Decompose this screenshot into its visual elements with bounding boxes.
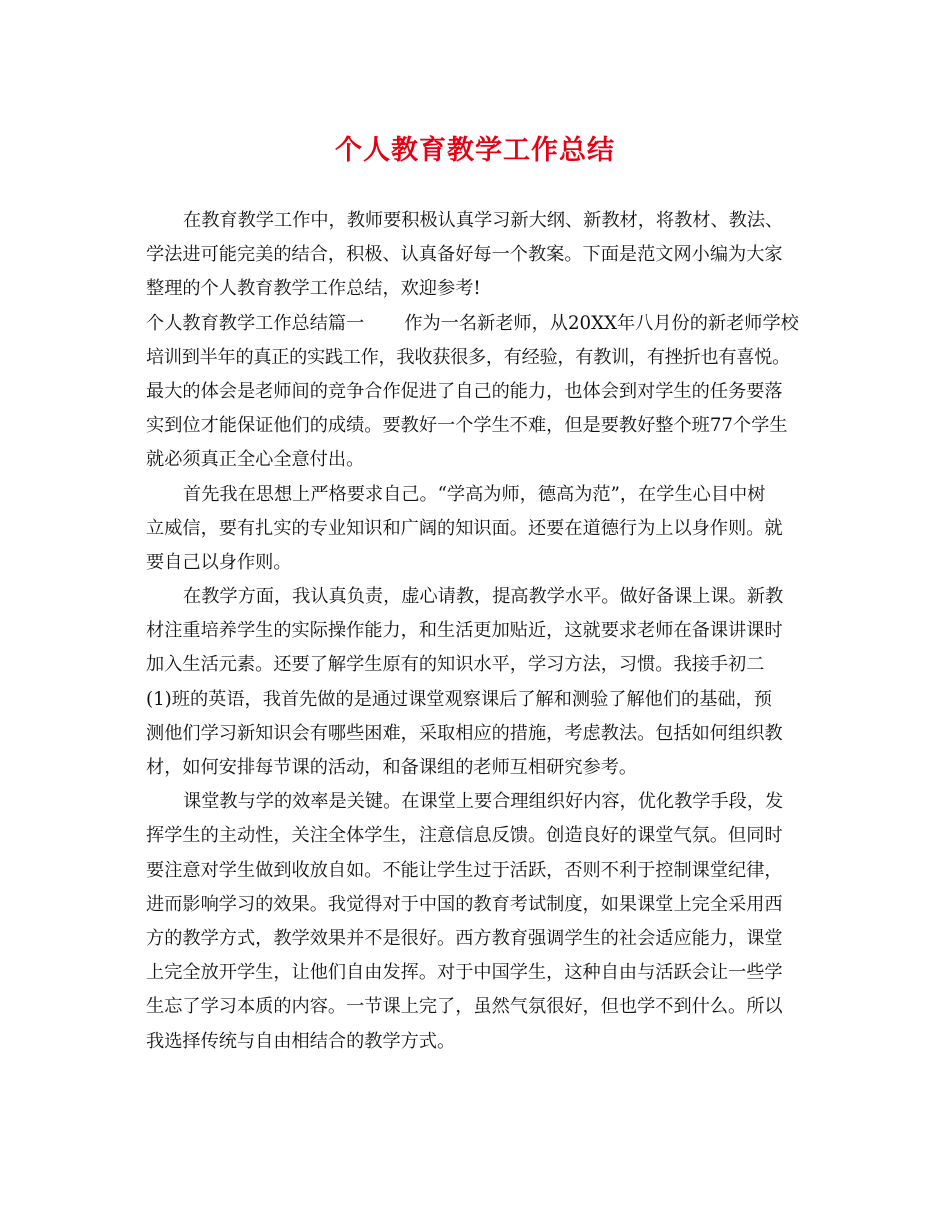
body-line: 要注意对学生做到收放自如。不能让学生过于活跃，否则不利于控制课堂纪律， (146, 859, 783, 881)
body-line: (1)班的英语，我首先做的是通过课堂观察课后了解和测验了解他们的基础，预 (146, 688, 772, 710)
body-line: 立威信，要有扎实的专业知识和广阔的知识面。还要在道德行为上以身作则。就 (146, 517, 783, 539)
body-line: 测他们学习新知识会有哪些困难，采取相应的措施，考虑教法。包括如何组织教 (146, 722, 783, 744)
section-heading: 个人教育教学工作总结篇一 (146, 312, 365, 334)
page-title: 个人教育教学工作总结 (335, 135, 615, 166)
body-line: 整理的个人教育教学工作总结，欢迎参考! (146, 278, 481, 300)
body-line: 课堂教与学的效率是关键。在课堂上要合理组织好内容，优化教学手段，发 (183, 791, 784, 813)
body-line: 首先我在思想上严格要求自己。“学高为师，德高为范”，在学生心目中树 (183, 483, 766, 505)
body-line: 在教学方面，我认真负责，虚心请教，提高教学水平。做好备课上课。新教 (183, 586, 784, 608)
body-line: 材注重培养学生的实际操作能力，和生活更加贴近，这就要求老师在备课讲课时 (146, 620, 783, 642)
body-line: 我选择传统与自由相结合的教学方式。 (146, 1030, 456, 1052)
body-line: 最大的体会是老师间的竞争合作促进了自己的能力，也体会到对学生的任务要落 (146, 380, 783, 402)
body-line: 材，如何安排每节课的活动，和备课组的老师互相研究参考。 (146, 757, 638, 778)
body-line: 生忘了学习本质的内容。一节课上完了，虽然气氛很好，但也学不到什么。所以 (146, 996, 783, 1018)
body-line: 挥学生的主动性，关注全体学生，注意信息反馈。创造良好的课堂气氛。但同时 (146, 825, 783, 847)
document-body (146, 204, 810, 1059)
body-line: 培训到半年的真正的实践工作，我收获很多，有经验，有教训，有挫折也有喜悦。 (146, 346, 790, 368)
body-line: 上完全放开学生，让他们自由发挥。对于中国学生，这种自由与活跃会让一些学 (146, 962, 783, 984)
body-line: 就必须真正全心全意付出。 (146, 449, 365, 471)
body-line: 实到位才能保证他们的成绩。要教好一个学生不难，但是要教好整个班77个学生 (146, 415, 788, 437)
body-line: 方的教学方式，教学效果并不是很好。西方教育强调学生的社会适应能力，课堂 (146, 927, 783, 949)
body-line: 在教育教学工作中，教师要积极认真学习新大纲、新教材，将教材、教法、 (183, 210, 784, 231)
body-line: 学法进可能完美的结合，积极、认真备好每一个教案。下面是范文网小编为大家 (146, 244, 783, 266)
body-line: 要自己以身作则。 (146, 551, 292, 573)
section-first-sentence: 作为一名新老师，从20XX年八月份的新老师学校 (404, 312, 799, 334)
body-line-section-heading (146, 307, 810, 341)
body-line: 进而影响学习的效果。我觉得对于中国的教育考试制度，如果课堂上完全采用西 (146, 893, 783, 915)
body-line: 加入生活元素。还要了解学生原有的知识水平，学习方法，习惯。我接手初二 (146, 654, 765, 676)
